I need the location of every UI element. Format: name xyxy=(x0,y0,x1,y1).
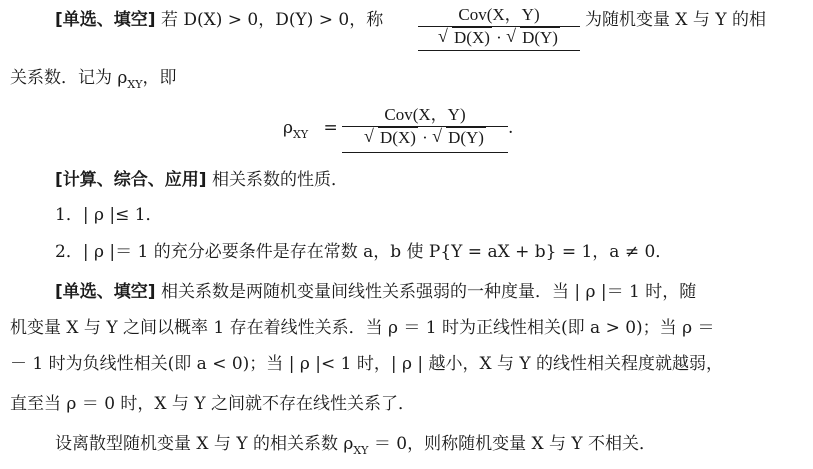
formula-underline xyxy=(342,152,508,153)
formula-denominator: √ D(X) · √ D(Y) xyxy=(364,126,484,147)
rho-subscript: XY xyxy=(127,78,143,91)
uncorrelated-text: 设离散型随机变量 X 与 Y 的相关系数 ρ xyxy=(55,434,354,454)
formula-fraction xyxy=(342,100,508,148)
explanation-tag: [单选、填空] xyxy=(55,282,156,302)
definition-after: 为随机变量 X 与 Y 的相 xyxy=(585,10,766,30)
formula-equals: = xyxy=(323,118,338,138)
explanation-line-3: － 1 时为负线性相关(即 a < 0)；当 | ρ |< 1 时，| ρ | 越小，X 与 Y 的线性相关程度就越弱， xyxy=(10,354,724,374)
uncorrelated-end: ＝ 0，则称随机变量 X 与 Y 不相关． xyxy=(373,434,657,454)
properties-title: 相关系数的性质． xyxy=(211,170,348,190)
property-item-1: 1．| ρ |≤ 1． xyxy=(55,205,163,225)
dot-operator: · xyxy=(496,28,502,47)
properties-heading xyxy=(55,168,348,192)
denominator-underline xyxy=(418,50,580,51)
definition-line-1 xyxy=(55,8,383,32)
properties-tag: [计算、综合、应用] xyxy=(55,170,207,190)
explanation-line-1 xyxy=(55,280,696,304)
property-item-2: 2．| ρ |＝ 1 的充分必要条件是存在常数 a，b 使 P{Y = aX + b} = 1，a ≠ 0． xyxy=(55,242,673,262)
explanation-text-1: 相关系数是两随机变量间线性关系强弱的一种度量．当 | ρ |＝ 1 时，随 xyxy=(160,282,697,302)
sqrt-dy: √ D(Y) xyxy=(506,26,558,47)
explanation-line-2: 机变量 X 与 Y 之间以概率 1 存在着线性关系．当 ρ ＝ 1 时为正线性相关(即 a > 0)；当 ρ ＝ xyxy=(10,318,715,338)
formula-sqrt-dy: √ D(Y) xyxy=(432,126,484,147)
formula-sqrt-dx: √ D(X) xyxy=(364,126,416,147)
definition-denominator xyxy=(418,28,580,48)
definition-fraction xyxy=(418,0,580,48)
definition-line-2 xyxy=(10,66,177,97)
formula-lhs: $\rho_{XY}$ = xyxy=(283,118,338,141)
definition-tag: [单选、填空] xyxy=(55,10,156,30)
line2-text: 关系数．记为 ρ xyxy=(10,68,128,88)
definition-intro: 若 D(X) > 0，D(Y) > 0，称 xyxy=(160,10,384,30)
explanation-line-4: 直至当 ρ ＝ 0 时，X 与 Y 之间就不存在线性关系了． xyxy=(10,394,415,414)
formula-end: . xyxy=(508,118,514,138)
line2-end: ，即 xyxy=(142,68,177,88)
definition-numerator: Cov(X，Y) xyxy=(458,5,540,24)
uncorrelated-line xyxy=(55,432,656,463)
uncorrelated-subscript: XY xyxy=(353,444,369,457)
sqrt-dx: √ D(X) xyxy=(438,26,490,47)
formula-numerator: Cov(X，Y) xyxy=(384,105,466,124)
